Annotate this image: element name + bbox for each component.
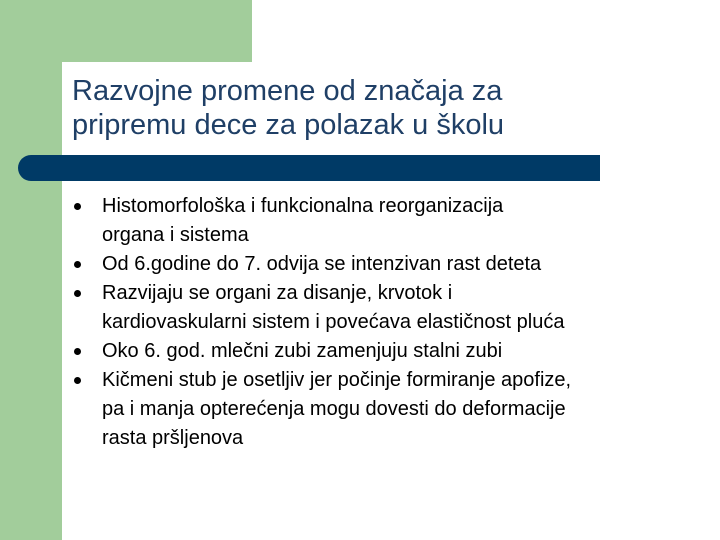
bullet-text-line: Histomorfološka i funkcionalna reorganizacija <box>102 195 504 217</box>
bullet-item <box>72 366 712 453</box>
bullet-dot-icon <box>74 261 81 268</box>
bullet-dot-icon <box>74 377 81 384</box>
title-underline-bar <box>18 155 600 181</box>
bullet-text-line: kardiovaskularni sistem i povećava elastičnost pluća <box>102 311 565 333</box>
slide-title-line: pripremu dece za polazak u školu <box>72 109 505 141</box>
bullet-text-line: Kičmeni stub je osetljiv jer počinje formiranje apofize, <box>102 369 572 391</box>
bullet-item <box>72 337 712 366</box>
bullet-text-line: Razvijaju se organi za disanje, krvotok i <box>102 282 453 304</box>
bullet-dot-icon <box>74 348 81 355</box>
bullet-list <box>72 192 712 453</box>
bullet-text-line: rasta pršljenova <box>102 427 244 449</box>
bullet-text-line: Oko 6. god. mlečni zubi zamenjuju stalni zubi <box>102 340 503 362</box>
bullet-text-line: organa i sistema <box>102 224 249 246</box>
bullet-text-line: pa i manja opterećenja mogu dovesti do deformacije <box>102 398 566 420</box>
bullet-dot-icon <box>74 290 81 297</box>
bullet-item <box>72 279 712 337</box>
bullet-item <box>72 250 712 279</box>
bullet-item <box>72 192 712 250</box>
slide-title <box>72 74 672 142</box>
bullet-text-line: Od 6.godine do 7. odvija se intenzivan rast deteta <box>102 253 542 275</box>
decorative-green-strip <box>0 0 62 540</box>
bullet-dot-icon <box>74 203 81 210</box>
slide-title-line: Razvojne promene od značaja za <box>72 75 503 107</box>
